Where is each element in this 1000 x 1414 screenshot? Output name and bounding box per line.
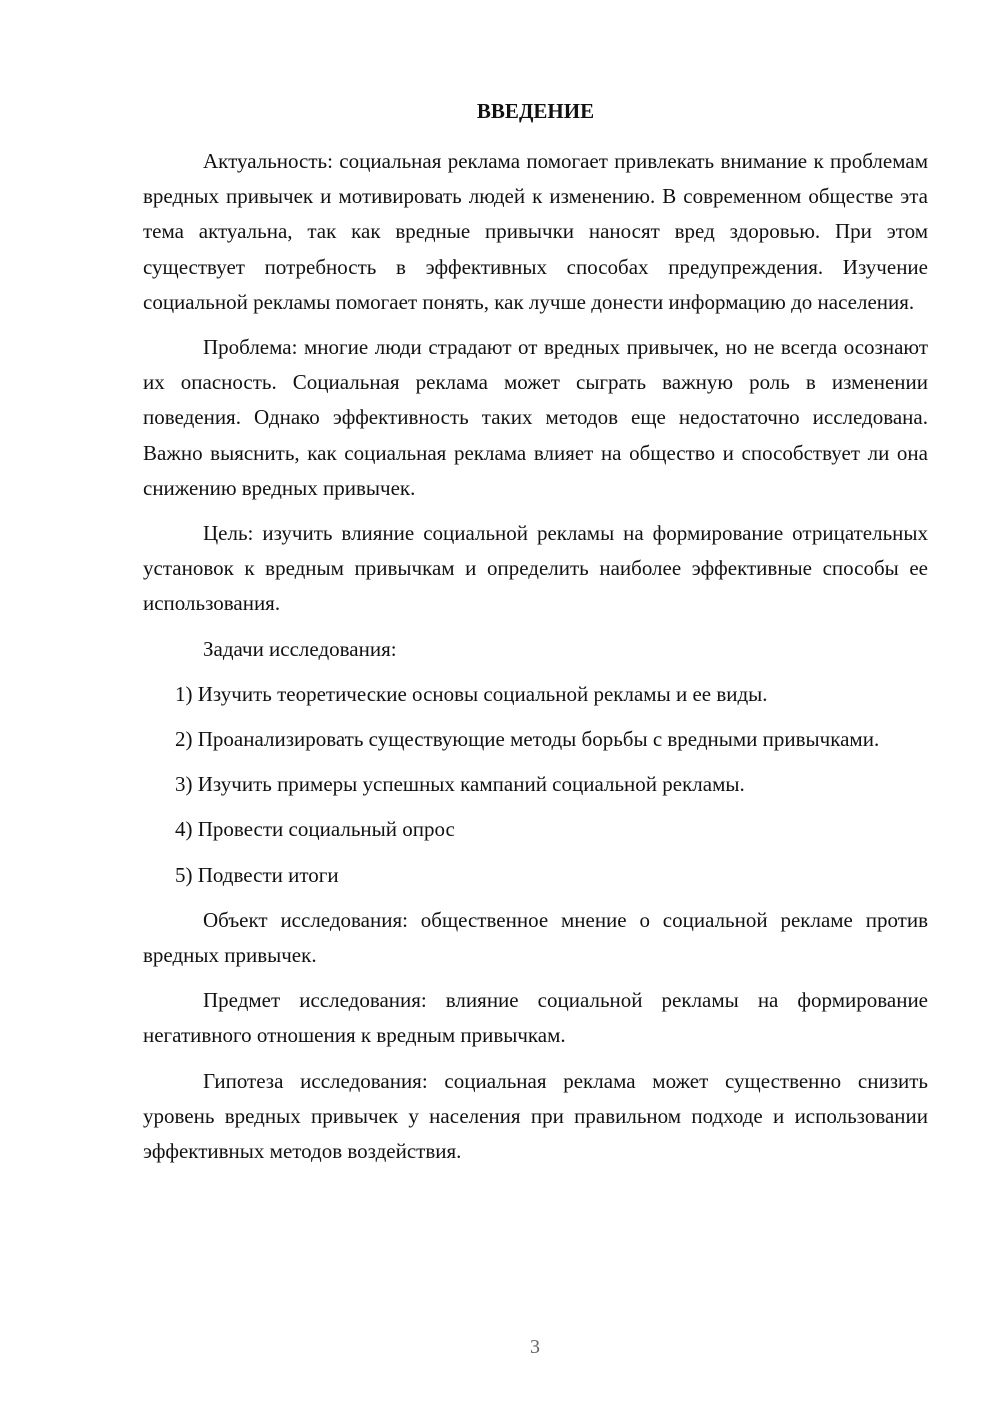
task-item-4: 4) Провести социальный опрос [175, 817, 455, 842]
paragraph-tasks-heading: Задачи исследования: [203, 636, 397, 661]
section-title: ВВЕДЕНИЕ [476, 99, 595, 123]
task-item-2: 2) Проанализировать существующие методы борьбы с вредными привычками. [175, 727, 880, 752]
paragraph-relevance: Актуальность: социальная реклама помогает привлекать внимание к проблемам вредных привычек и мотивировать людей к изменению. В современном обществе эта тема актуальна, так как вредные привычки наносят вред здоровью. При этом существует потребность в эффективных способах предупреждения. Изучение социальной рекламы помогает понять, как лучше донести информацию до населения. [143, 149, 928, 314]
document-body [143, 144, 928, 1179]
task-item-5: 5) Подвести итоги [175, 862, 339, 887]
page-number: 3 [530, 1336, 540, 1358]
paragraph-object: Объект исследования: общественное мнение о социальной рекламе против вредных привычек. [143, 907, 928, 968]
paragraph-problem: Проблема: многие люди страдают от вредных привычек, но не всегда осознают их опасность. Социальная реклама может сыграть важную роль в изменении поведения. Однако эффективность таких методов еще недостаточно исследована. Важно выяснить, как социальная реклама влияет на общество и способствует ли она снижению вредных привычек. [143, 335, 928, 500]
paragraph-goal: Цель: изучить влияние социальной рекламы на формирование отрицательных установок к вредным привычкам и определить наиболее эффективные способы ее использования. [143, 521, 928, 616]
paragraph-subject: Предмет исследования: влияние социальной рекламы на формирование негативного отношения к вредным привычкам. [143, 988, 928, 1048]
paragraph-hypothesis: Гипотеза исследования: социальная реклама может существенно снизить уровень вредных привычек у населения при правильном подходе и использовании эффективных методов воздействия. [143, 1068, 928, 1164]
task-item-1: 1) Изучить теоретические основы социальной рекламы и ее виды. [175, 681, 768, 706]
task-item-3: 3) Изучить примеры успешных кампаний социальной рекламы. [175, 772, 745, 797]
